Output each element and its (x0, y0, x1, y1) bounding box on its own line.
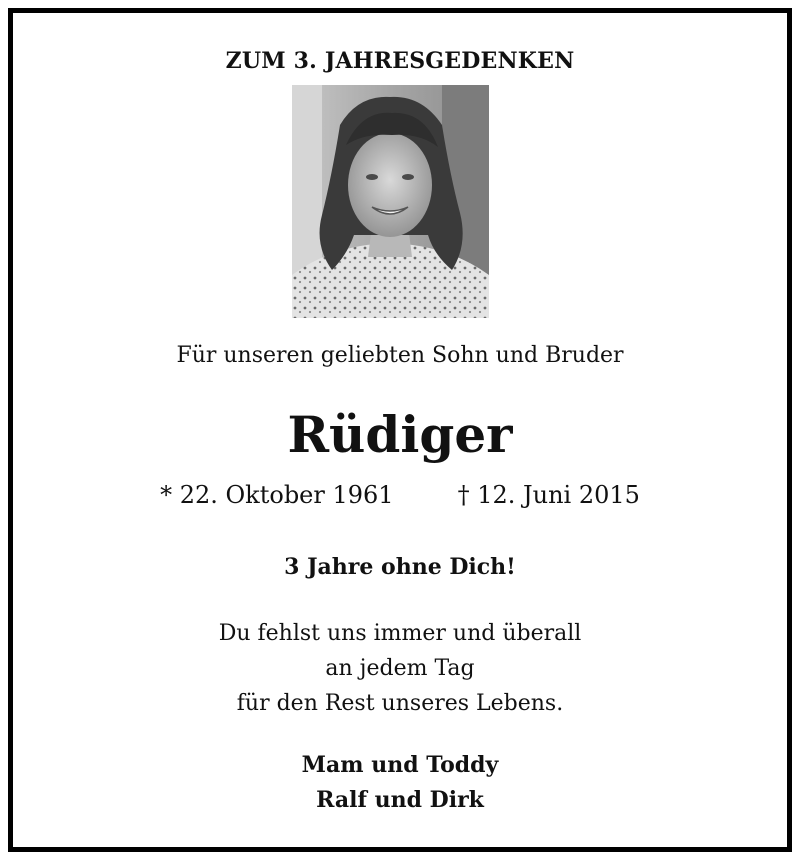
portrait-photo (292, 85, 489, 318)
verse-line: Du fehlst uns immer und überall (218, 621, 582, 646)
notice-subheading: 3 Jahre ohne Dich! (284, 554, 516, 580)
notice-intro: Für unseren geliebten Sohn und Bruder (176, 343, 624, 368)
verse-line: an jedem Tag (325, 656, 475, 681)
memorial-verse (0, 616, 800, 721)
deceased-name: Rüdiger (287, 405, 513, 464)
signer-line: Mam und Toddy (301, 752, 499, 778)
verse-line: für den Rest unseres Lebens. (236, 691, 564, 716)
birth-date: * 22. Oktober 1961 (160, 481, 394, 509)
signers (0, 748, 800, 818)
notice-heading: ZUM 3. JAHRESGEDENKEN (225, 48, 575, 74)
death-date: † 12. Juni 2015 (457, 481, 640, 509)
signer-line: Ralf und Dirk (316, 787, 484, 813)
life-dates (0, 483, 800, 507)
